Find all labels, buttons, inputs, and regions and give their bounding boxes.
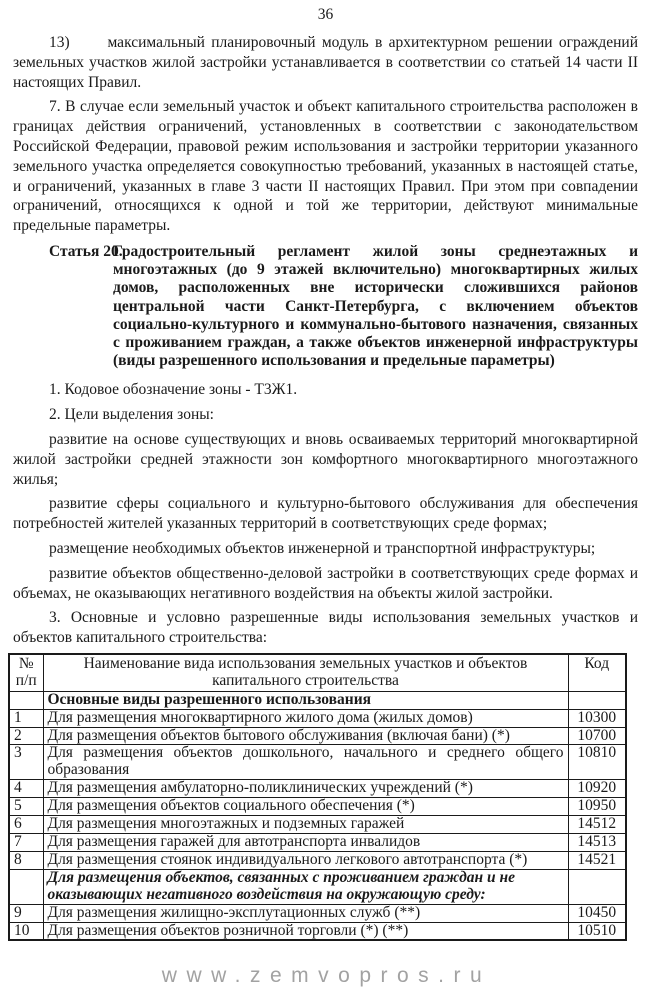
cell-code: [568, 691, 626, 709]
col-header-code: Код: [568, 654, 626, 691]
cell-num: 6: [9, 816, 43, 834]
cell-num: [9, 691, 43, 709]
land-use-table: [8, 653, 627, 942]
article-title: Градостроительный регламент жилой зоны среднеэтажных и многоэтажных (до 9 этажей включительно) многоквартирных жилых домов, расположенных вне исторически сложившихся районов центральной части Санкт-Петербурга, с включением объектов социально-культурного и коммунально-бытового назначения, связанных с проживанием граждан, а также объектов инженерной инфраструктуры (виды разрешенного использования и предельные параметры): [113, 242, 638, 370]
paragraph: 7. В случае если земельный участок и объект капитального строительства расположен в границах действия ограничений, установленных в соответствии с законодательством Российской Федерации, правовой режим использования и застройки территории указанного земельного участка определяется совокупностью требований, указанных в настоящей статье, и ограничений, указанных в главе 3 части II настоящих Правил. При этом при совпадении ограничений, относящихся к одной и той же территории, действуют минимальные предельные параметры.: [13, 98, 638, 235]
cell-code: 10300: [568, 709, 626, 727]
table-row: [9, 816, 626, 834]
table-row: [9, 691, 626, 709]
cell-name: Для размещения объектов бытового обслуживания (включая бани) (*): [43, 727, 568, 745]
cell-name: Для размещения стоянок индивидуального легкового автотранспорта (*): [43, 851, 568, 869]
watermark: www.zemvopros.ru: [161, 964, 492, 987]
cell-name: Основные виды разрешенного использования: [43, 691, 568, 709]
cell-name: Для размещения многоэтажных и подземных гаражей: [43, 816, 568, 834]
table-header-row: [9, 654, 626, 691]
cell-code: 10920: [568, 780, 626, 798]
cell-name: Для размещения жилищно-эксплутационных служб (**): [43, 904, 568, 922]
paragraph: развитие сферы социального и культурно-бытового обслуживания для обеспечения потребностей жителей указанных территорий в соответствующих среде формах;: [13, 495, 638, 533]
cell-num: [9, 869, 43, 904]
cell-code: 14513: [568, 834, 626, 852]
table-row: [9, 780, 626, 798]
table-row: [9, 869, 626, 904]
clauses-section: [13, 380, 638, 648]
paragraph: 13) максимальный планировочный модуль в архитектурном решении ограждений земельных участков жилой застройки устанавливается в соответствии со статьей 14 части II настоящих Правил.: [13, 34, 638, 91]
paragraph: развитие на основе существующих и вновь осваиваемых территорий многоквартирной жилой застройки средней этажности зон комфортного многоквартирного многоэтажного жилья;: [13, 430, 638, 488]
paragraph: 1. Кодовое обозначение зоны - Т3Ж1.: [49, 381, 298, 399]
cell-name: Для размещения объектов розничной торговли (*) (**): [43, 922, 568, 940]
paragraph: развитие объектов общественно-деловой застройки в соответствующих среде формах и объемах, не оказывающих негативного воздействия на объекты жилой застройки.: [13, 564, 638, 602]
cell-num: 9: [9, 904, 43, 922]
cell-num: 1: [9, 709, 43, 727]
page-number: 36: [317, 6, 334, 23]
cell-num: 3: [9, 745, 43, 780]
cell-num: 7: [9, 834, 43, 852]
cell-name: Для размещения гаражей для автотранспорта инвалидов: [43, 834, 568, 852]
table-row: [9, 798, 626, 816]
article-heading: [13, 243, 638, 370]
cell-num: 5: [9, 798, 43, 816]
cell-num: 10: [9, 922, 43, 940]
col-header-num: № п/п: [9, 654, 43, 691]
cell-name: Для размещения амбулаторно-поликлинических учреждений (*): [43, 780, 568, 798]
table-row: [9, 745, 626, 780]
table-row: [9, 851, 626, 869]
cell-code: 14521: [568, 851, 626, 869]
cell-name: Для размещения объектов социального обеспечения (*): [43, 798, 568, 816]
table-row: [9, 727, 626, 745]
cell-code: 10810: [568, 745, 626, 780]
cell-name: Для размещения объектов дошкольного, начального и среднего общего образования: [43, 745, 568, 780]
table-row: [9, 904, 626, 922]
cell-num: 8: [9, 851, 43, 869]
cell-code: 10700: [568, 727, 626, 745]
cell-code: 14512: [568, 816, 626, 834]
cell-code: 10450: [568, 904, 626, 922]
paragraph: размещение необходимых объектов инженерной и транспортной инфраструктуры;: [49, 539, 596, 557]
cell-code: 10950: [568, 798, 626, 816]
paragraph: 2. Цели выделения зоны:: [49, 406, 214, 424]
cell-name: Для размещения объектов, связанных с проживанием граждан и не оказывающих негативного воздействия на окружающую среду:: [43, 869, 568, 904]
table-row: [9, 922, 626, 940]
cell-code: 10510: [568, 922, 626, 940]
article-label: Статья 20.: [49, 242, 123, 260]
cell-code: [568, 869, 626, 904]
paragraph: 3. Основные и условно разрешенные виды использования земельных участков и объектов капитального строительства:: [13, 609, 638, 647]
table-row: [9, 834, 626, 852]
cell-num: 4: [9, 780, 43, 798]
table-row: [9, 709, 626, 727]
cell-num: 2: [9, 727, 43, 745]
table-body: [9, 691, 626, 940]
col-header-name: Наименование вида использования земельных участков и объектов капитального строительства: [43, 654, 568, 691]
cell-name: Для размещения многоквартирного жилого дома (жилых домов): [43, 709, 568, 727]
intro-section: [13, 33, 638, 236]
